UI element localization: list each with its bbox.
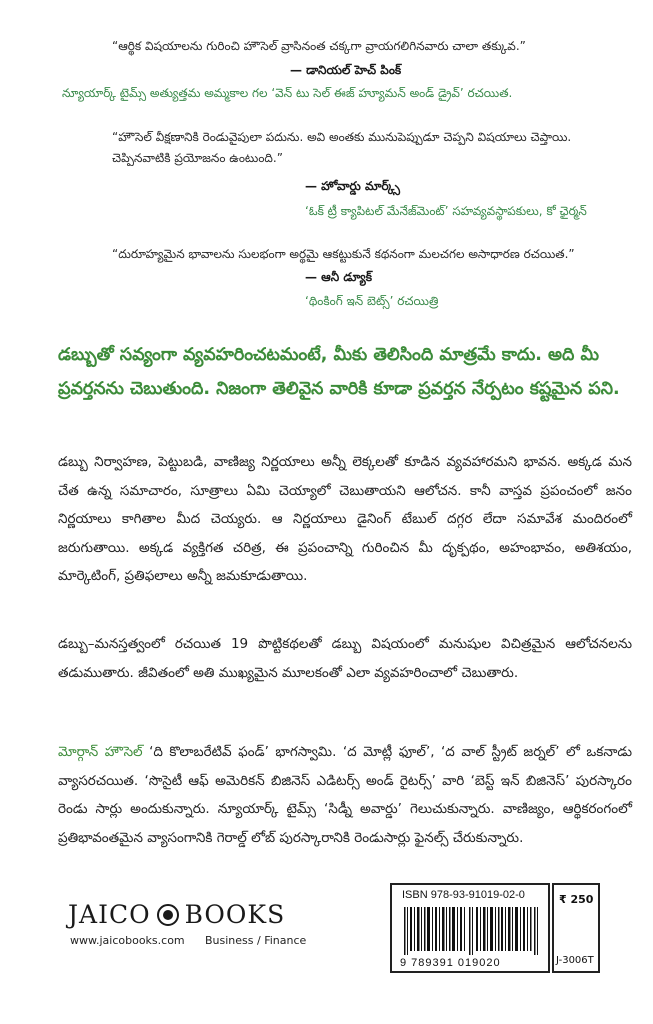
price-box: [552, 883, 600, 973]
publisher-website: www.jaicobooks.com: [70, 934, 185, 947]
publisher-logo-left: JAICO: [68, 900, 151, 929]
quote-3-text: “దురూహ్యమైన భావాలను సులభంగా అర్థమై ఆకట్టుకునే కథనంగా మలచగల అసాధారణ రచయిత.”: [112, 247, 575, 261]
quote-2-text: “హౌసెల్ వీక్షణానికి రెండువైపులా పదును. అవి అంతకు మునుపెప్పుడూ చెప్పని విషయాలు చెప్తాయి. చెప్పినవాటికి ప్రయోజనం ఉంటుంది.”: [112, 130, 572, 165]
isbn-barcode: [390, 883, 550, 973]
quote-2-credit: ‘ఓక్ ట్రీ క్యాపిటల్ మేనేజ్‌మెంట్’ సహవ్యవస్థాపకులు, కో ఛైర్మన్: [305, 204, 587, 218]
isbn-number: ISBN 978-93-91019-02-0: [402, 889, 525, 901]
publisher-logo: [68, 900, 285, 929]
book-category: Business / Finance: [205, 934, 307, 947]
quote-1-text: “ఆర్థిక విషయాలను గురించి హౌసెల్ వ్రాసినంత చక్కగా వ్రాయగలిగినవారు చాలా తక్కువ.”: [112, 39, 526, 53]
quote-3-author: — ఆనీ డ్యూక్: [305, 270, 373, 284]
price: ₹ 250: [559, 893, 594, 906]
description-paragraph-1: డబ్బు నిర్వాహణ, పెట్టుబడి, వాణిజ్య నిర్ణయాలు అన్నీ లెక్కలతో కూడిన వ్యవహారమని భావన. అక్కడ మన చేత ఉన్న సమాచారం, సూత్రాలు ఏమి చెయ్యాలో చెబుతాయని ఆలోచన. కానీ వాస్తవ ప్రపంచంలో జనం నిర్ణయాలు కాగితాల మీద చెయ్యరు. ఆ నిర్ణయాలు డైనింగ్ టేబుల్ దగ్గర లేదా సమావేశ మందిరంలో జరుగుతాయి. అక్కడ వ్యక్తిగత చరిత్ర, ఈ ప్రపంచాన్ని గురించిన మీ దృక్పథం, అహంభావం, అతిశయం, మార్కెటింగ్, ప్రతిఫలాలు అన్నీ జమకూడుతాయి.: [58, 454, 632, 584]
barcode-icon: [402, 907, 540, 955]
barcode-digits: 9 789391 019020: [400, 957, 501, 969]
publisher-emblem-icon: [157, 904, 179, 926]
lead-statement: డబ్బుతో సవ్యంగా వ్యవహరించటమంటే, మీకు తెలిసింది మాత్రమే కాదు. అది మీ ప్రవర్తనను చెబుతుంది. నిజంగా తెలివైన వారికి కూడా ప్రవర్తన నేర్పటం కష్టమైన పని.: [58, 345, 620, 399]
quote-3-credit: ‘థింకింగ్ ఇన్ బెట్స్’ రచయిత్రి: [305, 294, 439, 308]
description-paragraph-2: డబ్బు–మనస్తత్వంలో రచయిత 19 పొట్టికథలతో డబ్బు విషయంలో మనుషుల విచిత్రమైన ఆలోచనలను తడుముతారు. జీవితంలో అతి ముఖ్యమైన మూలకంతో ఎలా వ్యవహరించాలో చెబుతారు.: [58, 636, 632, 681]
quote-1-author: — డానియల్ హెచ్ పింక్: [290, 63, 402, 77]
publisher-logo-right: BOOKS: [184, 900, 286, 929]
quote-2-author: — హోవార్డు మార్క్స్: [305, 179, 401, 193]
product-code: J-3006T: [556, 955, 594, 966]
quote-1-credit: న్యూయార్క్ టైమ్స్ అత్యుత్తమ అమ్మకాల గల ‘వెన్ టు సెల్ ఈజ్ హ్యూమన్ అండ్ డ్రైవ్’ రచయిత.: [62, 86, 513, 100]
author-bio: [58, 738, 632, 852]
author-bio-name: మోర్గాన్ హౌసెల్: [58, 744, 143, 760]
author-bio-text: ‘ది కొలాబరేటివ్ ఫండ్’ భాగస్వామి. ‘ద మోట్లీ ఫూల్’, ‘ద వాల్ స్ట్రీట్ జర్నల్’ లో ఒకనాడు వ్యాసరచయిత. ‘సొసైటీ ఆఫ్ అమెరికన్ బిజినెస్ ఎడిటర్స్ అండ్ రైటర్స్’ వారి ‘బెస్ట్ ఇన్ బిజినెస్’ పురస్కారం రెండు సార్లు అందుకున్నారు. న్యూయార్క్ టైమ్స్ ‘సిడ్నీ అవార్డు’ గెలుచుకున్నారు. వాణిజ్యం, ఆర్థికరంగంలో ప్రతిభావంతమైన వ్యాసంగానికి గెరాల్డ్ లోబ్ పురస్కారానికి రెండుసార్లు ఫైనల్స్ చేరుకున్నారు.: [58, 744, 633, 846]
